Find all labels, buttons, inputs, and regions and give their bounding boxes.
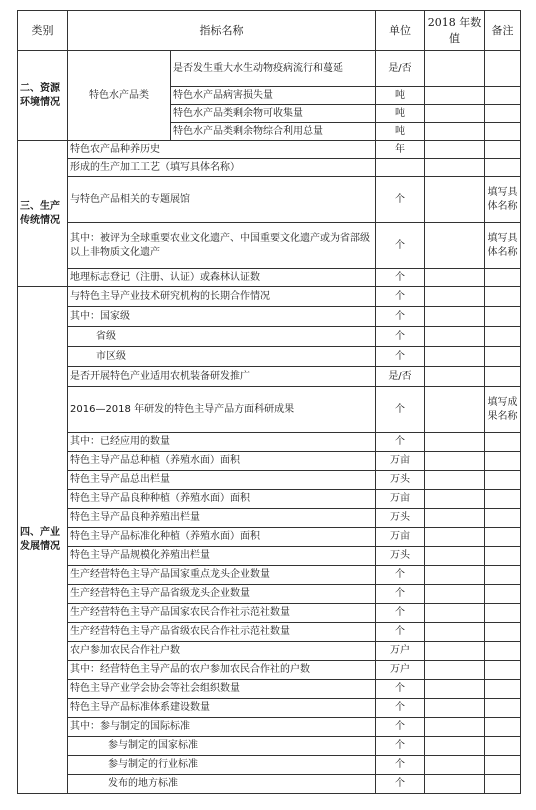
row-unit: 年: [376, 141, 425, 159]
table-row: [18, 159, 521, 177]
row-note: [485, 327, 521, 347]
row-name: 生产经营特色主导产品省级农民合作社示范社数量: [68, 623, 376, 642]
table-row: [18, 547, 521, 566]
row-note-cell[interactable]: [485, 51, 521, 87]
row-value-cell[interactable]: [425, 699, 485, 718]
row-value-cell[interactable]: [425, 585, 485, 604]
row-unit: 个: [376, 287, 425, 307]
row-name: 特色水产品病害损失量: [171, 87, 376, 105]
row-note: [485, 661, 521, 680]
row-value-cell[interactable]: [425, 471, 485, 490]
row-unit: 万头: [376, 509, 425, 528]
row-unit: 万户: [376, 642, 425, 661]
row-note-cell[interactable]: [485, 105, 521, 123]
row-name: 参与制定的国家标准: [68, 737, 376, 756]
row-unit: 个: [376, 387, 425, 433]
row-note: [485, 547, 521, 566]
table-row: [18, 433, 521, 452]
row-value-cell[interactable]: [425, 387, 485, 433]
table-row: [18, 287, 521, 307]
row-value-cell[interactable]: [425, 287, 485, 307]
row-value-cell[interactable]: [425, 737, 485, 756]
row-name: 其中：被评为全球重要农业文化遗产、中国重要文化遗产或为省部级以上非物质文化遗产: [68, 223, 376, 269]
row-unit: 万头: [376, 547, 425, 566]
row-value-cell[interactable]: [425, 123, 485, 141]
row-note: [485, 528, 521, 547]
row-value-cell[interactable]: [425, 452, 485, 471]
row-name: 特色主导产品总种植（养殖水面）面积: [68, 452, 376, 471]
row-name: 与特色产品相关的专题展馆: [68, 177, 376, 223]
table-row: [18, 528, 521, 547]
table-row: [18, 51, 521, 87]
row-note: [485, 490, 521, 509]
table-header-row: [18, 11, 521, 51]
row-unit: 万亩: [376, 490, 425, 509]
row-unit: 个: [376, 269, 425, 287]
table-row: [18, 387, 521, 433]
row-value-cell[interactable]: [425, 87, 485, 105]
row-unit: 个: [376, 433, 425, 452]
row-name: 特色主导产品标准体系建设数量: [68, 699, 376, 718]
table-row: [18, 699, 521, 718]
row-value-cell[interactable]: [425, 307, 485, 327]
table-row: [18, 756, 521, 775]
row-name: 特色主导产品规模化养殖出栏量: [68, 547, 376, 566]
row-value-cell[interactable]: [425, 159, 485, 177]
row-value-cell[interactable]: [425, 509, 485, 528]
table-row: [18, 367, 521, 387]
header-unit: 单位: [376, 11, 425, 51]
row-unit: 个: [376, 718, 425, 737]
row-name: 地理标志登记（注册、认证）或森林认证数: [68, 269, 376, 287]
row-note-cell[interactable]: [485, 87, 521, 105]
row-name: 省级: [68, 327, 376, 347]
row-value-cell[interactable]: [425, 327, 485, 347]
row-unit: 万亩: [376, 528, 425, 547]
row-note: 填写成果名称: [485, 387, 521, 433]
table-row: [18, 269, 521, 287]
row-unit: 个: [376, 327, 425, 347]
row-note-cell[interactable]: [485, 123, 521, 141]
row-unit: 个: [376, 604, 425, 623]
row-name: 特色主导产品总出栏量: [68, 471, 376, 490]
section4-category: 四、产业发展情况: [18, 287, 68, 794]
row-name: 其中：已经应用的数量: [68, 433, 376, 452]
row-name: 生产经营特色主导产品国家农民合作社示范社数量: [68, 604, 376, 623]
header-indicator: 指标名称: [68, 11, 376, 51]
row-unit: 个: [376, 347, 425, 367]
row-note: [485, 287, 521, 307]
row-unit: 吨: [376, 105, 425, 123]
row-name: 生产经营特色主导产品省级龙头企业数量: [68, 585, 376, 604]
table-row: [18, 141, 521, 159]
row-name: 是否开展特色产业适用农机装备研发推广: [68, 367, 376, 387]
row-unit: 吨: [376, 123, 425, 141]
table-row: [18, 177, 521, 223]
row-note: [485, 509, 521, 528]
row-note: [485, 471, 521, 490]
row-unit: 个: [376, 680, 425, 699]
row-name: 特色主导产品良种种植（养殖水面）面积: [68, 490, 376, 509]
row-note: [485, 347, 521, 367]
row-value-cell[interactable]: [425, 433, 485, 452]
row-name: 2016—2018 年研发的特色主导产品方面科研成果: [68, 387, 376, 433]
row-note: [485, 718, 521, 737]
row-name: 参与制定的行业标准: [68, 756, 376, 775]
row-name: 市区级: [68, 347, 376, 367]
row-note: [485, 680, 521, 699]
row-note: [485, 756, 521, 775]
row-value-cell[interactable]: [425, 528, 485, 547]
row-name: 特色主导产业学会协会等社会组织数量: [68, 680, 376, 699]
table-row: [18, 223, 521, 269]
row-name: 特色水产品类剩余物可收集量: [171, 105, 376, 123]
row-unit: 个: [376, 623, 425, 642]
row-name: 生产经营特色主导产品国家重点龙头企业数量: [68, 566, 376, 585]
table-row: [18, 452, 521, 471]
row-unit: 万亩: [376, 452, 425, 471]
table-row: [18, 307, 521, 327]
row-unit: 吨: [376, 87, 425, 105]
row-value-cell[interactable]: [425, 623, 485, 642]
table-row: [18, 566, 521, 585]
row-value-cell[interactable]: [425, 642, 485, 661]
row-unit: 个: [376, 177, 425, 223]
row-value-cell[interactable]: [425, 718, 485, 737]
row-note: [485, 642, 521, 661]
row-note: [485, 775, 521, 794]
row-unit: 个: [376, 775, 425, 794]
row-name: 是否发生重大水生动物疫病流行和蔓延: [171, 51, 376, 87]
row-name: 农户参加农民合作社户数: [68, 642, 376, 661]
row-value-cell[interactable]: [425, 680, 485, 699]
row-value-cell[interactable]: [425, 547, 485, 566]
row-value-cell[interactable]: [425, 756, 485, 775]
indicator-table: [17, 10, 521, 794]
row-note: [485, 737, 521, 756]
row-name: 其中：参与制定的国际标准: [68, 718, 376, 737]
row-value-cell[interactable]: [425, 367, 485, 387]
table-row: [18, 623, 521, 642]
table-row: [18, 585, 521, 604]
row-unit: 是/否: [376, 367, 425, 387]
row-unit: 个: [376, 585, 425, 604]
row-value-cell[interactable]: [425, 177, 485, 223]
row-value-cell[interactable]: [425, 223, 485, 269]
row-note: [485, 367, 521, 387]
row-name: 特色农产品种养历史: [68, 141, 376, 159]
row-unit: 万户: [376, 661, 425, 680]
table-row: [18, 347, 521, 367]
row-note: [485, 566, 521, 585]
row-unit: 个: [376, 566, 425, 585]
row-value-cell[interactable]: [425, 347, 485, 367]
row-unit: [376, 159, 425, 177]
table-row: [18, 490, 521, 509]
row-note: [485, 159, 521, 177]
row-name: 特色水产品类剩余物综合利用总量: [171, 123, 376, 141]
row-unit: 个: [376, 699, 425, 718]
table-row: [18, 327, 521, 347]
row-unit: 个: [376, 756, 425, 775]
row-name: 特色主导产品标准化种植（养殖水面）面积: [68, 528, 376, 547]
row-note: [485, 452, 521, 471]
row-value-cell[interactable]: [425, 51, 485, 87]
row-value-cell[interactable]: [425, 269, 485, 287]
row-note: [485, 433, 521, 452]
table-row: [18, 471, 521, 490]
row-unit: 万头: [376, 471, 425, 490]
row-note: [485, 604, 521, 623]
row-note: [485, 141, 521, 159]
row-unit: 个: [376, 737, 425, 756]
row-unit: 是/否: [376, 51, 425, 87]
row-value-cell[interactable]: [425, 490, 485, 509]
section3-category: 三、生产传统情况: [18, 141, 68, 287]
row-value-cell[interactable]: [425, 141, 485, 159]
row-name: 其中：国家级: [68, 307, 376, 327]
row-value-cell[interactable]: [425, 775, 485, 794]
row-note: [485, 699, 521, 718]
row-note: [485, 585, 521, 604]
header-category: 类别: [18, 11, 68, 51]
table-row: [18, 661, 521, 680]
table-row: [18, 775, 521, 794]
row-note: 填写具体名称: [485, 223, 521, 269]
section2-category: 二、资源环境情况: [18, 51, 68, 141]
row-note: [485, 623, 521, 642]
row-name: 与特色主导产业技术研究机构的长期合作情况: [68, 287, 376, 307]
table-row: [18, 604, 521, 623]
row-value-cell[interactable]: [425, 566, 485, 585]
row-name: 发布的地方标准: [68, 775, 376, 794]
table-row: [18, 680, 521, 699]
row-note: [485, 269, 521, 287]
row-unit: 个: [376, 307, 425, 327]
row-value-cell[interactable]: [425, 661, 485, 680]
table-row: [18, 737, 521, 756]
header-note: 备注: [485, 11, 521, 51]
table-row: [18, 642, 521, 661]
header-value: 2018 年数值: [425, 11, 485, 51]
row-value-cell[interactable]: [425, 604, 485, 623]
table-row: [18, 509, 521, 528]
row-name: 特色主导产品良种养殖出栏量: [68, 509, 376, 528]
table-row: [18, 718, 521, 737]
row-note: 填写具体名称: [485, 177, 521, 223]
row-value-cell[interactable]: [425, 105, 485, 123]
row-unit: 个: [376, 223, 425, 269]
row-note: [485, 307, 521, 327]
row-name: 其中：经营特色主导产品的农户参加农民合作社的户数: [68, 661, 376, 680]
row-name: 形成的生产加工工艺（填写具体名称）: [68, 159, 376, 177]
section2-group: 特色水产品类: [68, 51, 171, 141]
